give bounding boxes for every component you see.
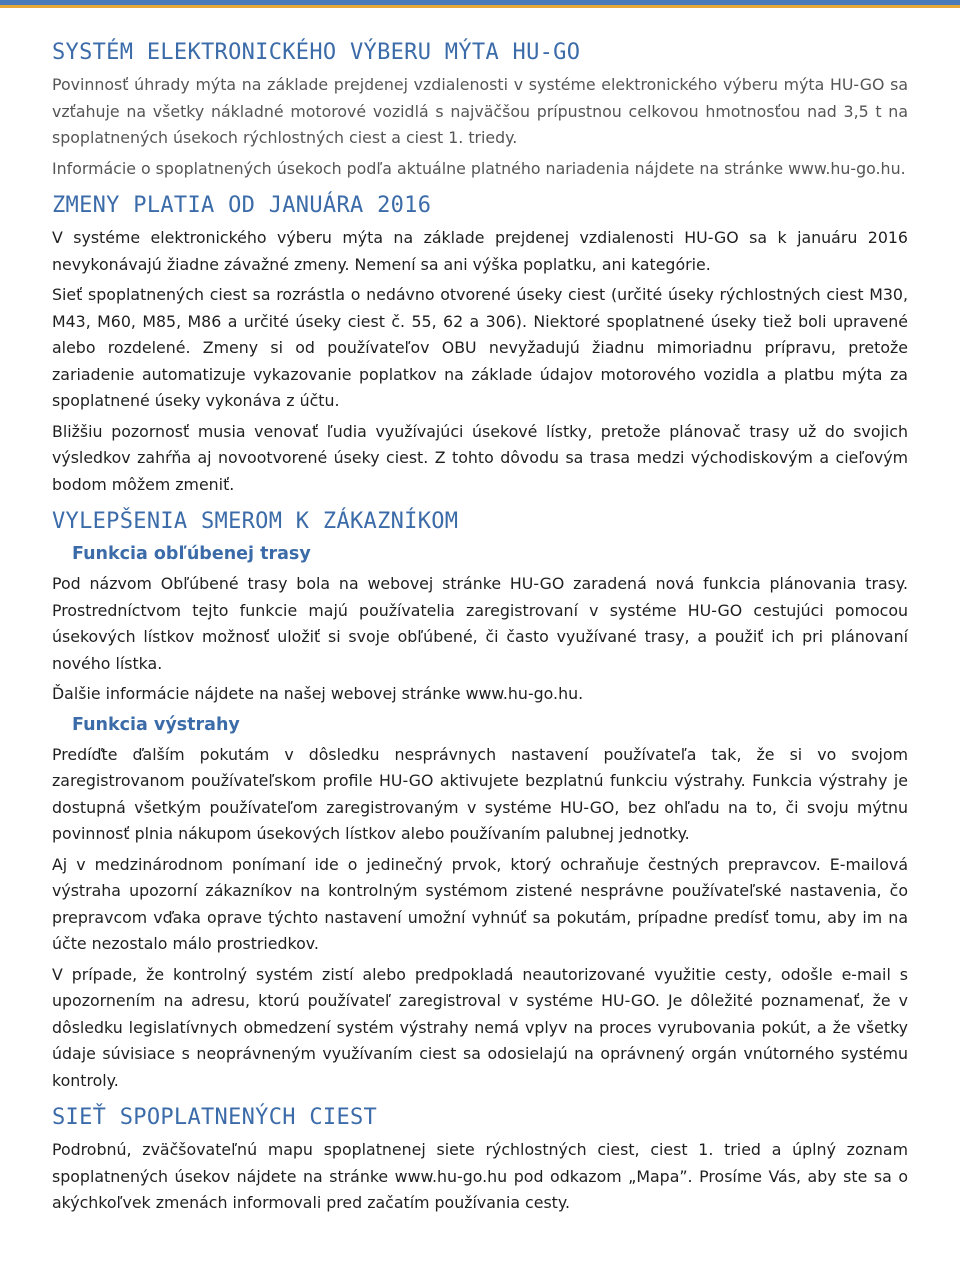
paragraph-alert-function: Predíďte ďalším pokutám v dôsledku nesprávnych nastavení používateľa tak, že si vo svojom zaregistrovanom používateľskom profile HU-GO aktivujete bezplatnú funkciu výstrahy. Funkcia výstrahy je dostupná všetkým používateľom zaregistrovaným v systéme HU-GO, bez ohľadu na to, či svoju mýtnu povinnosť plnia nákupom úsekových lístkov alebo používaním palubnej jednotky.: [52, 744, 908, 843]
subtitle-favourite-routes: Funkcia obľúbenej trasy: [72, 544, 311, 564]
top-decor-bar: [0, 0, 960, 8]
paragraph-more-info: Ďalšie informácie nájdete na našej webovej stránke www.hu-go.hu.: [52, 684, 584, 703]
paragraph-favourite-routes: Pod názvom Obľúbené trasy bola na webovej stránke HU-GO zaradená nová funkcia plánovania trasy. Prostredníctvom tejto funkcie majú používatelia zaregistrovaní v systéme HU-GO cestujúci pomocou úsekových lístkov možnosť uložiť si svoje obľúbené, či často využívané trasy, a použiť ich pri plánovaní nového lístka.: [52, 574, 908, 673]
paragraph-network-map: Podrobnú, zväčšovateľnú mapu spoplatnenej siete rýchlostných ciest, ciest 1. tried a úplný zoznam spoplatnených úsekov nájdete na stránke www.hu-go.hu pod odkazom „Mapa”. Prosíme Vás, aby ste sa o akýchkoľvek zmenách informovali pred začatím používania cesty.: [52, 1140, 908, 1212]
section-title-toll-network: SIEŤ SPOPLATNENÝCH CIEST: [52, 1105, 378, 1130]
paragraph-unauthorized-use: V prípade, že kontrolný systém zistí alebo predpokladá neautorizované využitie cesty, odošle e-mail s upozornením na adresu, ktorú používateľ zaregistroval v systéme HU-GO. Je dôležité poznamenať, že v dôsledku legislatívnych obmedzení systém výstrahy nemá vplyv na proces vyrubovania pokút, a že všetky údaje súvisiace s neoprávneným využívaním ciest sa odosielajú na oprávnený orgán vnútorného systému kontroly.: [52, 964, 908, 1090]
subtitle-alert-function: Funkcia výstrahy: [72, 714, 240, 735]
paragraph-email-alert: Aj v medzinárodnom ponímaní ide o jedinečný prvok, ktorý ochraňuje čestných prepravcov. E-mailová výstraha upozorní zákazníkov na kontrolným systémom zistené nesprávne používateľské nastavenia, čo prepravcom vďaka oprave týchto nastavení umožní vyhnúť sa pokutám, prípadne predísť tomu, aby im na účte nezostalo málo prostriedkov.: [52, 854, 908, 953]
section-title-hugo-system: SYSTÉM ELEKTRONICKÉHO VÝBERU MÝTA HU-GO: [52, 40, 581, 65]
document-body: [52, 38, 908, 1217]
paragraph-tolled-sections-info: Informácie o spoplatnených úsekoch podľa aktuálne platného nariadenia nájdete na stránke www.hu-go.hu.: [52, 158, 906, 178]
paragraph-no-major-changes: V systéme elektronického výberu mýta na základe prejdenej vzdialenosti HU-GO sa k januáru 2016 nevykonávajú žiadne závažné zmeny. Nemení sa ani výška poplatku, ani kategórie.: [52, 228, 908, 274]
top-gold-stripe: [0, 5, 960, 8]
paragraph-route-tickets-attention: Bližšiu pozornosť musia venovať ľudia využívajúci úsekové lístky, pretože plánovač trasy už do svojich výsledkov zahŕňa aj novootvorené úseky ciest. Z tohto dôvodu sa trasa medzi východiskovým a cieľovým bodom môžem zmeniť.: [52, 421, 908, 494]
section-title-customer-improvements: VYLEPŠENIA SMEROM K ZÁKAZNÍKOM: [52, 509, 459, 534]
paragraph-toll-obligation: Povinnosť úhrady mýta na základe prejdenej vzdialenosti v systéme elektronického výberu mýta HU-GO sa vzťahuje na všetky nákladné motorové vozidlá s najväčšou prípustnou celkovou hmotnosťou nad 3,5 t na spoplatnených úsekoch rýchlostných ciest a ciest 1. triedy.: [52, 75, 908, 147]
section-title-changes-2016: ZMENY PLATIA OD JANUÁRA 2016: [52, 193, 432, 218]
paragraph-network-expanded: Sieť spoplatnených ciest sa rozrástla o nedávno otvorené úseky ciest (určité úseky rýchlostných ciest M30, M43, M60, M85, M86 a určité úseky ciest č. 55, 62 a 306). Niektoré spoplatnené úseky tiež boli upravené alebo rozdelené. Zmeny si od používateľov OBU nevyžadujú žiadnu mimoriadnu prípravu, pretože zariadenie automatizuje vykazovanie poplatkov na základe údajov motorového vozidla a platbu mýta za spoplatnené úseky vykonáva z účtu.: [52, 285, 908, 410]
